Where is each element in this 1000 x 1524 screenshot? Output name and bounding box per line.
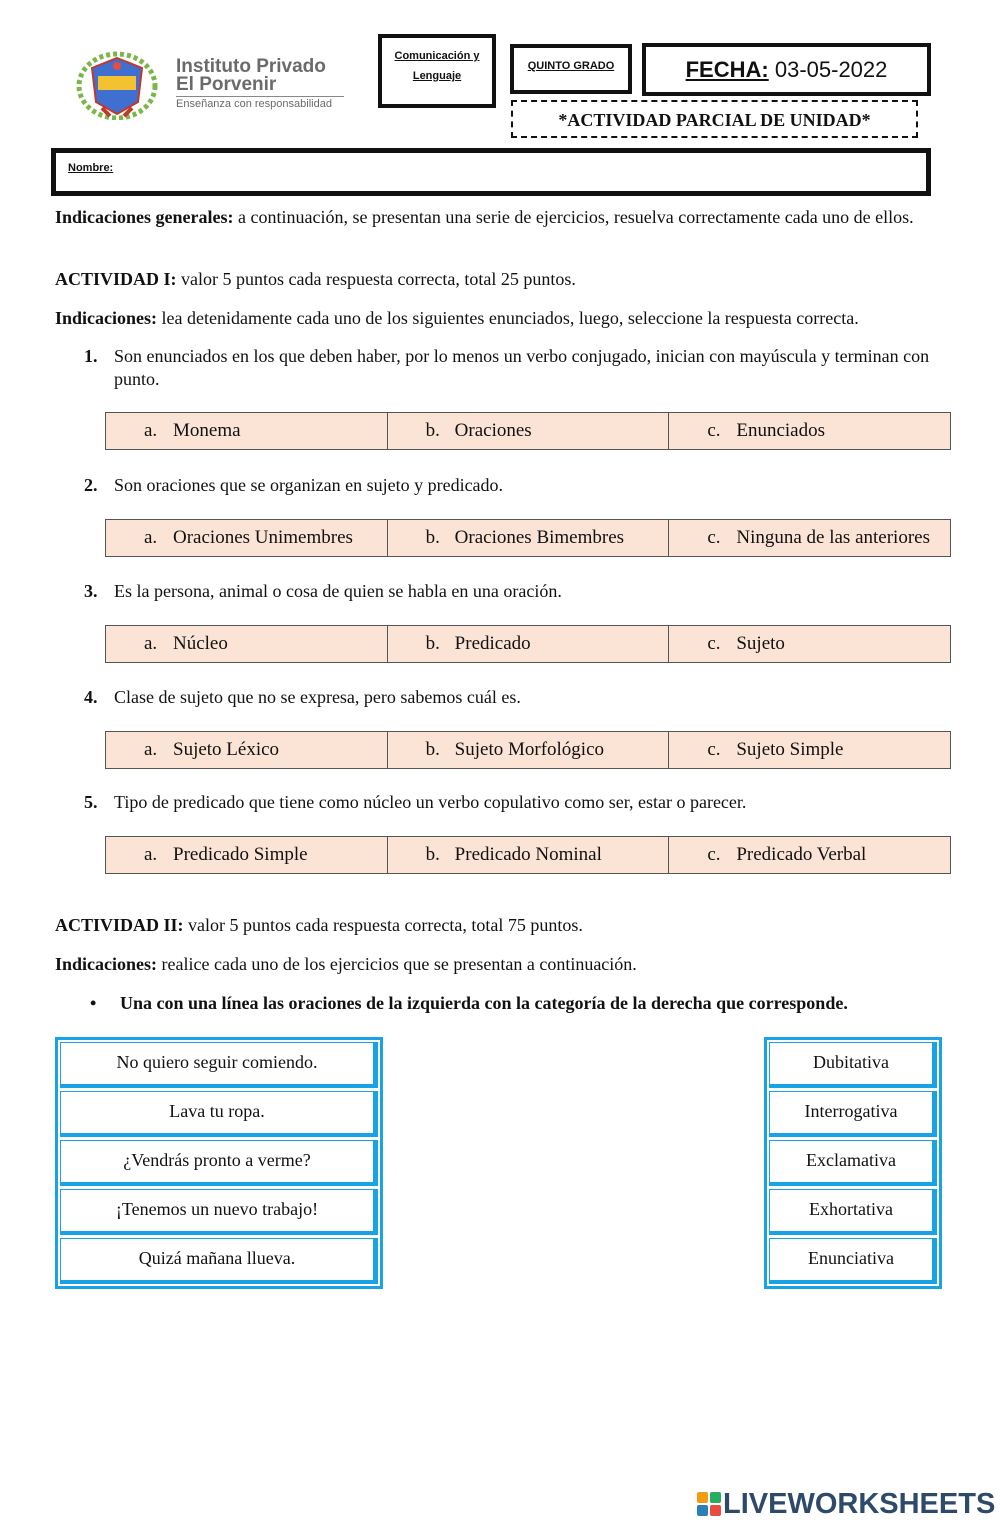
question-5: [84, 791, 944, 814]
option-text: Enunciados: [736, 420, 825, 441]
option-letter: a.: [144, 527, 158, 548]
option-letter: b.: [425, 527, 440, 548]
sentences-column: [55, 1037, 383, 1289]
question-number: 4.: [84, 687, 98, 707]
activity-title: *ACTIVIDAD PARCIAL DE UNIDAD*: [511, 100, 918, 138]
subject-line1: Comunicación y: [394, 50, 480, 62]
activity2-instr-text: realice cada uno de los ejercicios que se presentan a continuación.: [157, 954, 637, 974]
liveworksheets-logo-icon: [697, 1492, 721, 1516]
school-name-line2: El Porvenir: [176, 74, 277, 95]
option-text: Sujeto Morfológico: [454, 739, 605, 760]
option-text: Oraciones: [454, 420, 532, 441]
name-label: Nombre:: [68, 162, 114, 174]
subject-line2: Lenguaje: [412, 70, 462, 82]
question-text: Tipo de predicado que tiene como núcleo un verbo copulativo como ser, estar o parecer.: [114, 792, 747, 812]
option-b[interactable]: [388, 413, 670, 449]
option-letter: c.: [707, 844, 721, 865]
general-text: a continuación, se presentan una serie de ejercicios, resuelva correctamente cada uno de ellos.: [233, 207, 914, 227]
option-text: Ninguna de las anteriores: [736, 527, 930, 548]
question-number: 1.: [84, 346, 98, 366]
activity1-instr-text: lea detenidamente cada uno de los siguientes enunciados, luego, seleccione la respuesta correcta.: [157, 308, 859, 328]
sentence-item[interactable]: Lava tu ropa.: [60, 1091, 378, 1137]
option-c[interactable]: [669, 626, 950, 662]
option-letter: b.: [425, 844, 440, 865]
option-c[interactable]: [669, 732, 950, 768]
question-text: Son oraciones que se organizan en sujeto y predicado.: [114, 475, 504, 495]
activity1-heading: [55, 268, 950, 291]
option-letter: c.: [707, 527, 721, 548]
option-letter: a.: [144, 739, 158, 760]
activity1-text: valor 5 puntos cada respuesta correcta, total 25 puntos.: [176, 269, 576, 289]
date-label: FECHA:: [685, 57, 769, 82]
sentence-item[interactable]: Quizá mañana llueva.: [60, 1238, 378, 1284]
option-letter: b.: [425, 739, 440, 760]
option-letter: a.: [144, 844, 158, 865]
option-a[interactable]: [106, 837, 388, 873]
option-c[interactable]: [669, 413, 950, 449]
question-number: 5.: [84, 792, 98, 812]
option-text: Predicado Verbal: [736, 844, 867, 865]
option-text: Oraciones Unimembres: [173, 527, 353, 548]
option-text: Monema: [173, 420, 241, 441]
grade-box: QUINTO GRADO: [510, 44, 632, 94]
option-letter: a.: [144, 420, 158, 441]
activity1-label: ACTIVIDAD I:: [55, 269, 177, 289]
question-4: [84, 686, 944, 709]
option-c[interactable]: [669, 520, 950, 556]
option-text: Predicado Simple: [173, 844, 308, 865]
matching-instruction: Una con una línea las oraciones de la izquierda con la categoría de la derecha que corresponde.: [120, 993, 848, 1013]
option-b[interactable]: [388, 626, 670, 662]
question-text: Son enunciados en los que deben haber, por lo menos un verbo conjugado, inician con mayúscula y terminan con punto.: [114, 346, 930, 389]
option-letter: a.: [144, 633, 158, 654]
question-2: [84, 474, 944, 497]
question-number: 3.: [84, 581, 98, 601]
option-b[interactable]: [388, 520, 670, 556]
options-row-3: [105, 625, 951, 663]
option-a[interactable]: [106, 732, 388, 768]
options-row-4: [105, 731, 951, 769]
activity1-instr-label: Indicaciones:: [55, 308, 158, 328]
option-letter: c.: [707, 420, 721, 441]
name-field[interactable]: [51, 148, 931, 196]
bullet-icon: •: [90, 993, 97, 1013]
question-1: [84, 345, 944, 391]
liveworksheets-brand: [697, 1489, 995, 1519]
question-3: [84, 580, 944, 603]
sentence-item[interactable]: ¡Tenemos un nuevo trabajo!: [60, 1189, 378, 1235]
option-letter: c.: [707, 739, 721, 760]
activity1-instructions: [55, 307, 950, 330]
category-item[interactable]: Enunciativa: [769, 1238, 937, 1284]
option-text: Predicado Nominal: [454, 844, 602, 865]
sentence-item[interactable]: No quiero seguir comiendo.: [60, 1042, 378, 1088]
categories-column: [764, 1037, 942, 1289]
school-name-line1: Instituto Privado: [176, 56, 326, 77]
option-a[interactable]: [106, 626, 388, 662]
activity2-instr-label: Indicaciones:: [55, 954, 158, 974]
date-box: [642, 43, 931, 96]
options-row-2: [105, 519, 951, 557]
activity2-heading: [55, 914, 950, 937]
question-text: Clase de sujeto que no se expresa, pero sabemos cuál es.: [114, 687, 521, 707]
school-name: [176, 58, 326, 94]
brand-text: LIVEWORKSHEETS: [723, 1487, 996, 1520]
question-number: 2.: [84, 475, 98, 495]
option-c[interactable]: [669, 837, 950, 873]
option-a[interactable]: [106, 413, 388, 449]
sentence-item[interactable]: ¿Vendrás pronto a verme?: [60, 1140, 378, 1186]
activity2-label: ACTIVIDAD II:: [55, 915, 184, 935]
option-text: Sujeto Simple: [736, 739, 844, 760]
school-motto: Enseñanza con responsabilidad: [176, 96, 344, 110]
option-text: Predicado: [454, 633, 531, 654]
general-instructions: [55, 206, 950, 229]
options-row-5: [105, 836, 951, 874]
subject-box: [378, 34, 496, 108]
option-text: Sujeto: [736, 633, 785, 654]
option-a[interactable]: [106, 520, 388, 556]
option-letter: b.: [425, 420, 440, 441]
option-letter: b.: [425, 633, 440, 654]
option-text: Núcleo: [173, 633, 228, 654]
option-text: Sujeto Léxico: [173, 739, 280, 760]
option-letter: c.: [707, 633, 721, 654]
category-item[interactable]: Exhortativa: [769, 1189, 937, 1235]
option-text: Oraciones Bimembres: [454, 527, 625, 548]
options-row-1: [105, 412, 951, 450]
category-item[interactable]: Dubitativa: [769, 1042, 937, 1088]
option-b[interactable]: [388, 732, 670, 768]
category-item[interactable]: Interrogativa: [769, 1091, 937, 1137]
question-text: Es la persona, animal o cosa de quien se habla en una oración.: [114, 581, 562, 601]
option-b[interactable]: [388, 837, 670, 873]
activity2-text: valor 5 puntos cada respuesta correcta, total 75 puntos.: [183, 915, 583, 935]
category-item[interactable]: Exclamativa: [769, 1140, 937, 1186]
date-value: 03-05-2022: [774, 57, 888, 82]
activity2-instructions: [55, 953, 950, 976]
general-label: Indicaciones generales:: [55, 207, 234, 227]
school-logo: [76, 50, 158, 120]
